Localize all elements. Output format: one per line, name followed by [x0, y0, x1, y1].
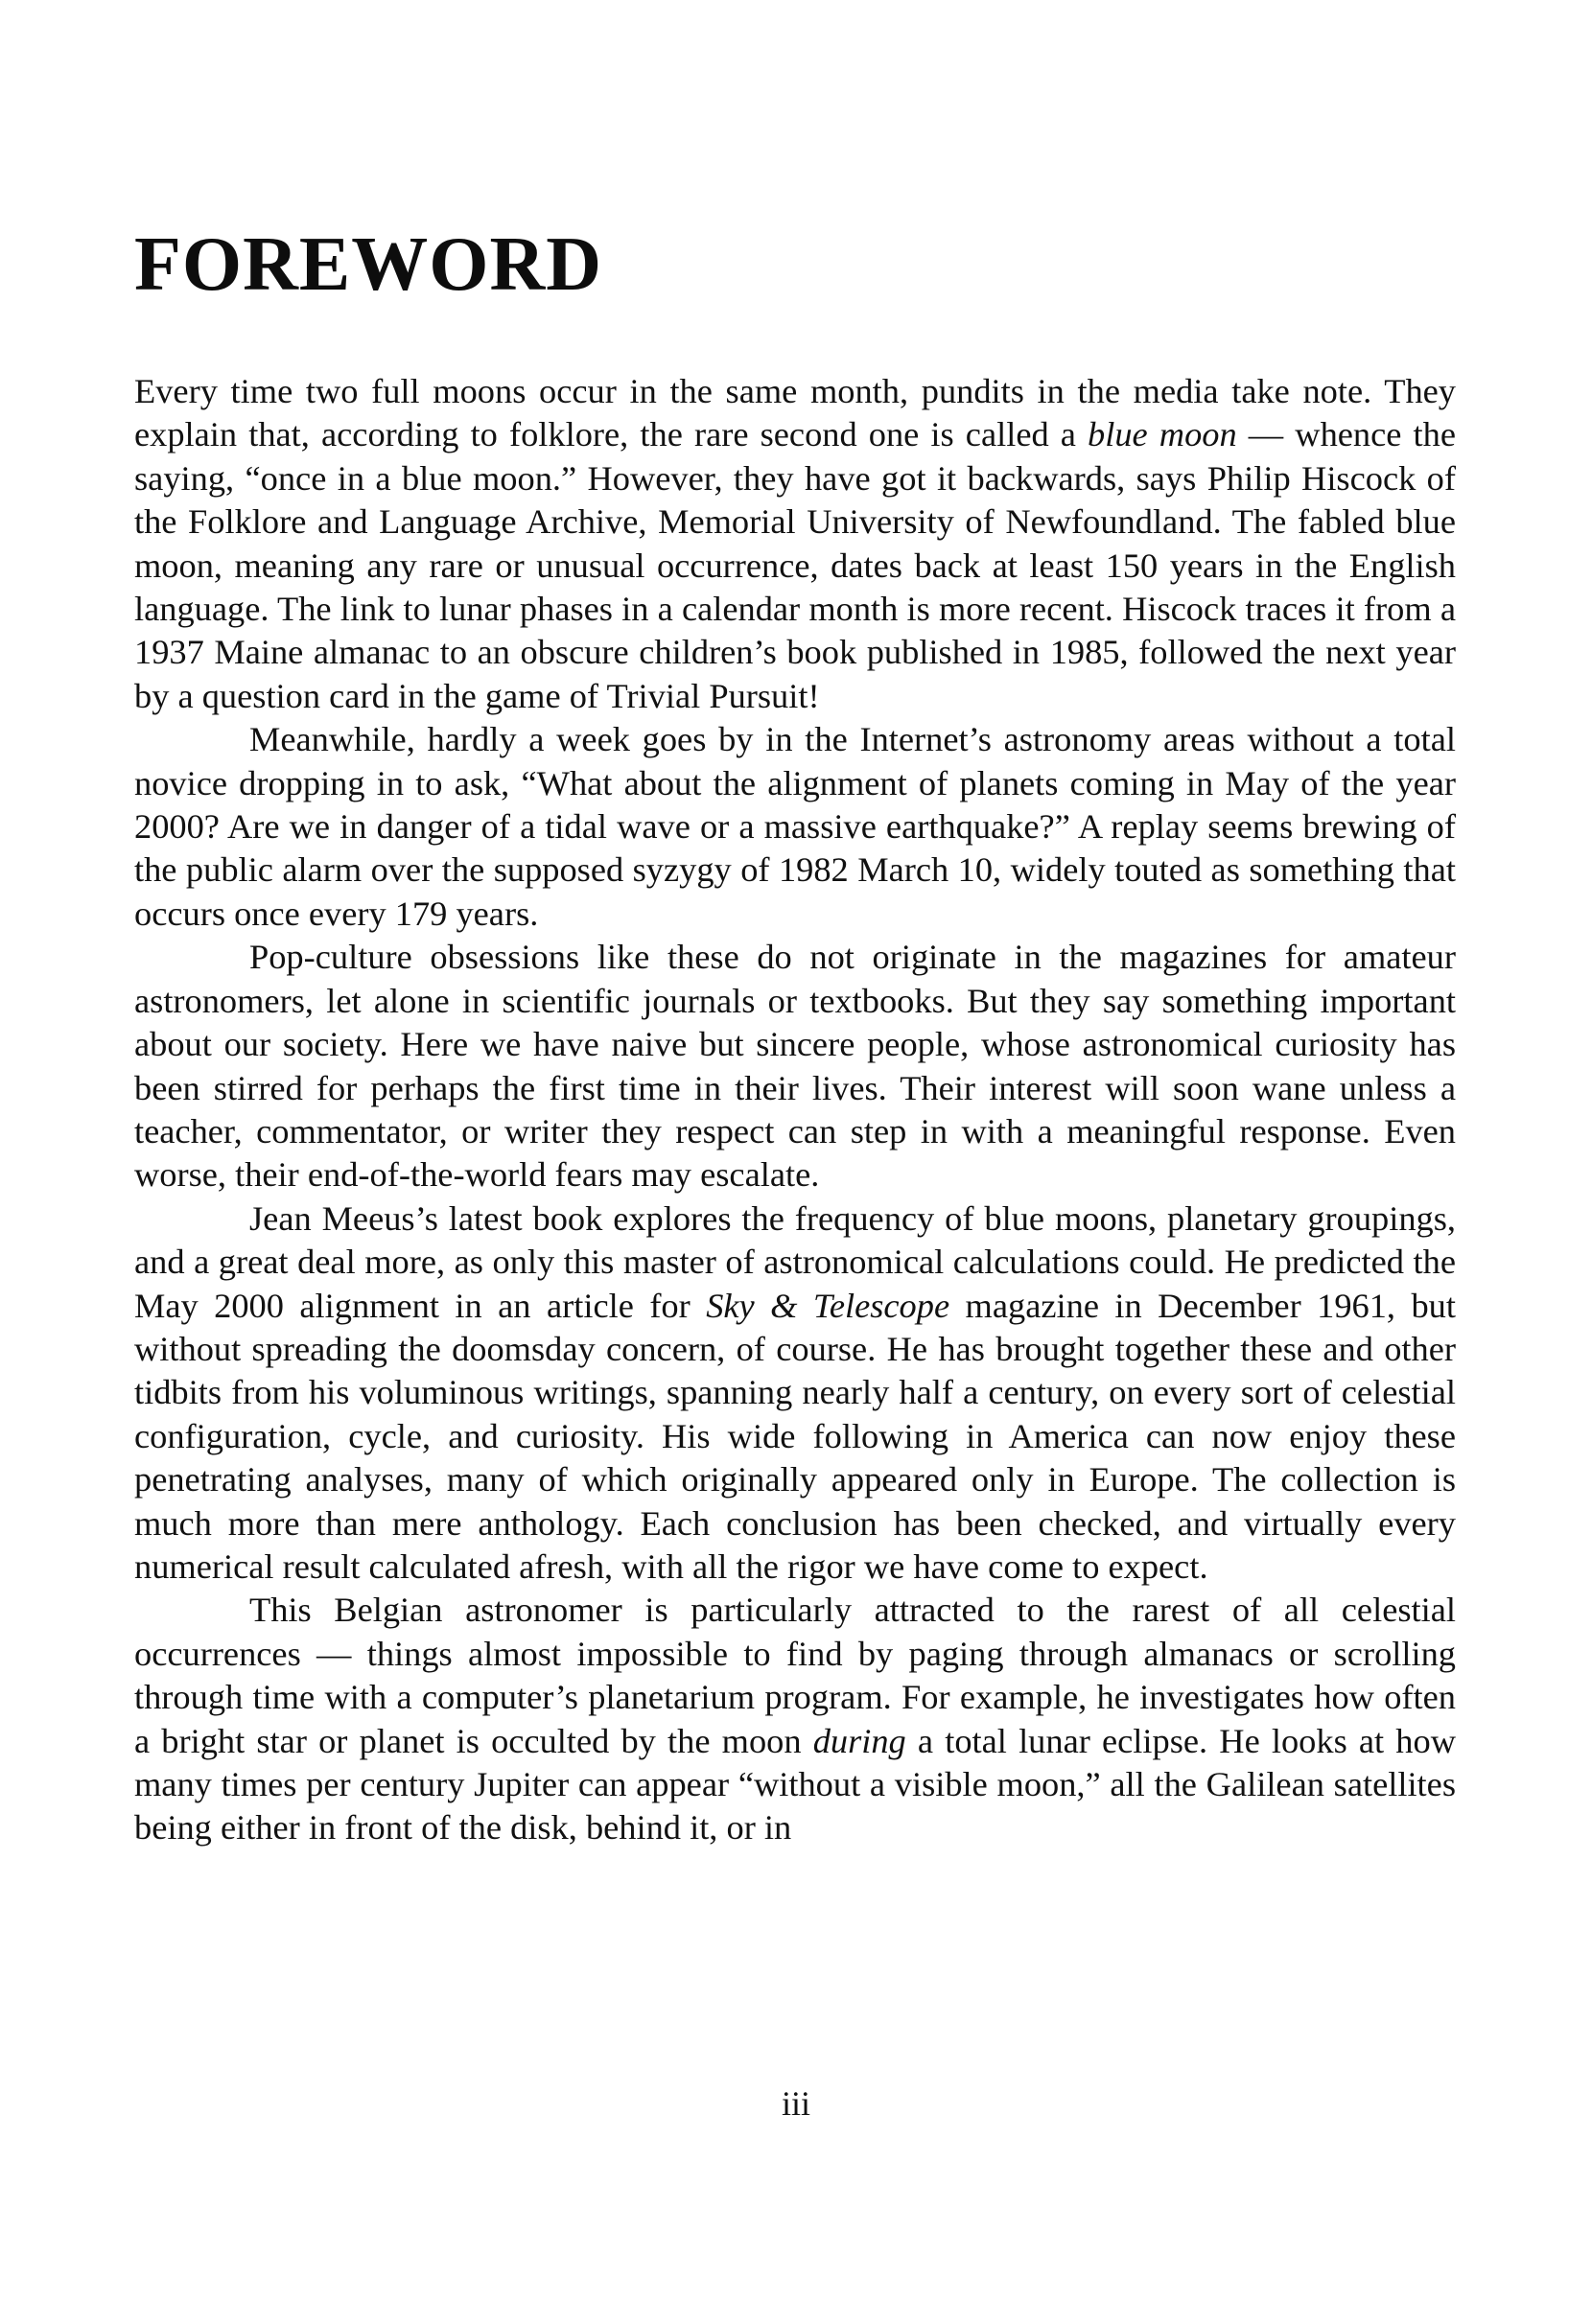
- paragraph-4-text-a: Jean Meeus’s latest book explores the frequency of blue moons, planetary groupings, and a great deal more, as only this master of astronomical calculations could. He predicted the May 2000 alignment in an article for: [134, 1198, 1456, 1325]
- paragraph-5-text-a: This Belgian astronomer is particularly attracted to the rarest of all celestial occurrences — things almost impossible to find by paging through almanacs or scrolling through time with a computer’s planetarium program. For example, he investigates how often a bright star or planet is occulted by the moon: [134, 1591, 1456, 1760]
- paragraph-4-emphasis: Sky & Telescope: [706, 1286, 950, 1325]
- paragraph-5-emphasis: during: [812, 1721, 906, 1760]
- paragraph-1-text-b: — whence the saying, “once in a blue moon.” However, they have got it backwards, says Philip Hiscock of the Folklore and Language Archive, Memorial University of Newfoundland. The fabled blue moon, meaning any rare or unusual occurrence, dates back at least 150 years in the English language. The link to lunar phases in a calendar month is more recent. Hiscock traces it from a 1937 Maine almanac to an obscure children’s book published in 1985, followed the next year by a question card in the game of Trivial Pursuit!: [134, 415, 1456, 715]
- paragraph-1-emphasis: blue moon: [1088, 415, 1237, 454]
- paragraph-1: [134, 370, 1456, 718]
- paragraph-1-text-a: Every time two full moons occur in the same month, pundits in the media take note. They explain that, according to folklore, the rare second one is called a: [134, 372, 1456, 454]
- paragraph-4: [134, 1197, 1456, 1590]
- paragraph-3: Pop-culture obsessions like these do not originate in the magazines for amateur astronomers, let alone in scientific journals or textbooks. But they say something important about our society. Here we have naive but sincere people, whose astronomical curiosity has been stirred for perhaps the first time in their lives. Their interest will soon wane unless a teacher, commentator, or writer they respect can step in with a meaningful response. Even worse, their end-of-the-world fears may escalate.: [134, 938, 1456, 1195]
- page-title: FOREWORD: [134, 222, 602, 307]
- foreword-body: [134, 370, 1456, 1850]
- paragraph-5: [134, 1589, 1456, 1849]
- paragraph-5-text-b: a total lunar eclipse. He looks at how many times per century Jupiter can appear “without a visible moon,” all the Galilean satellites being either in front of the disk, behind it, or in: [134, 1721, 1456, 1848]
- page-number: iii: [781, 2084, 810, 2123]
- paragraph-2: Meanwhile, hardly a week goes by in the Internet’s astronomy areas without a total novice dropping in to ask, “What about the alignment of planets coming in May of the year 2000? Are we in danger of a tidal wave or a massive earthquake?” A replay seems brewing of the public alarm over the supposed syzygy of 1982 March 10, widely touted as something that occurs once every 179 years.: [134, 720, 1456, 933]
- paragraph-4-text-b: magazine in December 1961, but without spreading the doomsday concern, of course. He has brought together these and other tidbits from his voluminous writings, spanning nearly half a century, on every sort of celestial configuration, cycle, and curiosity. His wide following in America can now enjoy these penetrating analyses, many of which originally appeared only in Europe. The collection is much more than mere anthology. Each conclusion has been checked, and virtually every numerical result calculated afresh, with all the rigor we have come to expect.: [134, 1286, 1456, 1586]
